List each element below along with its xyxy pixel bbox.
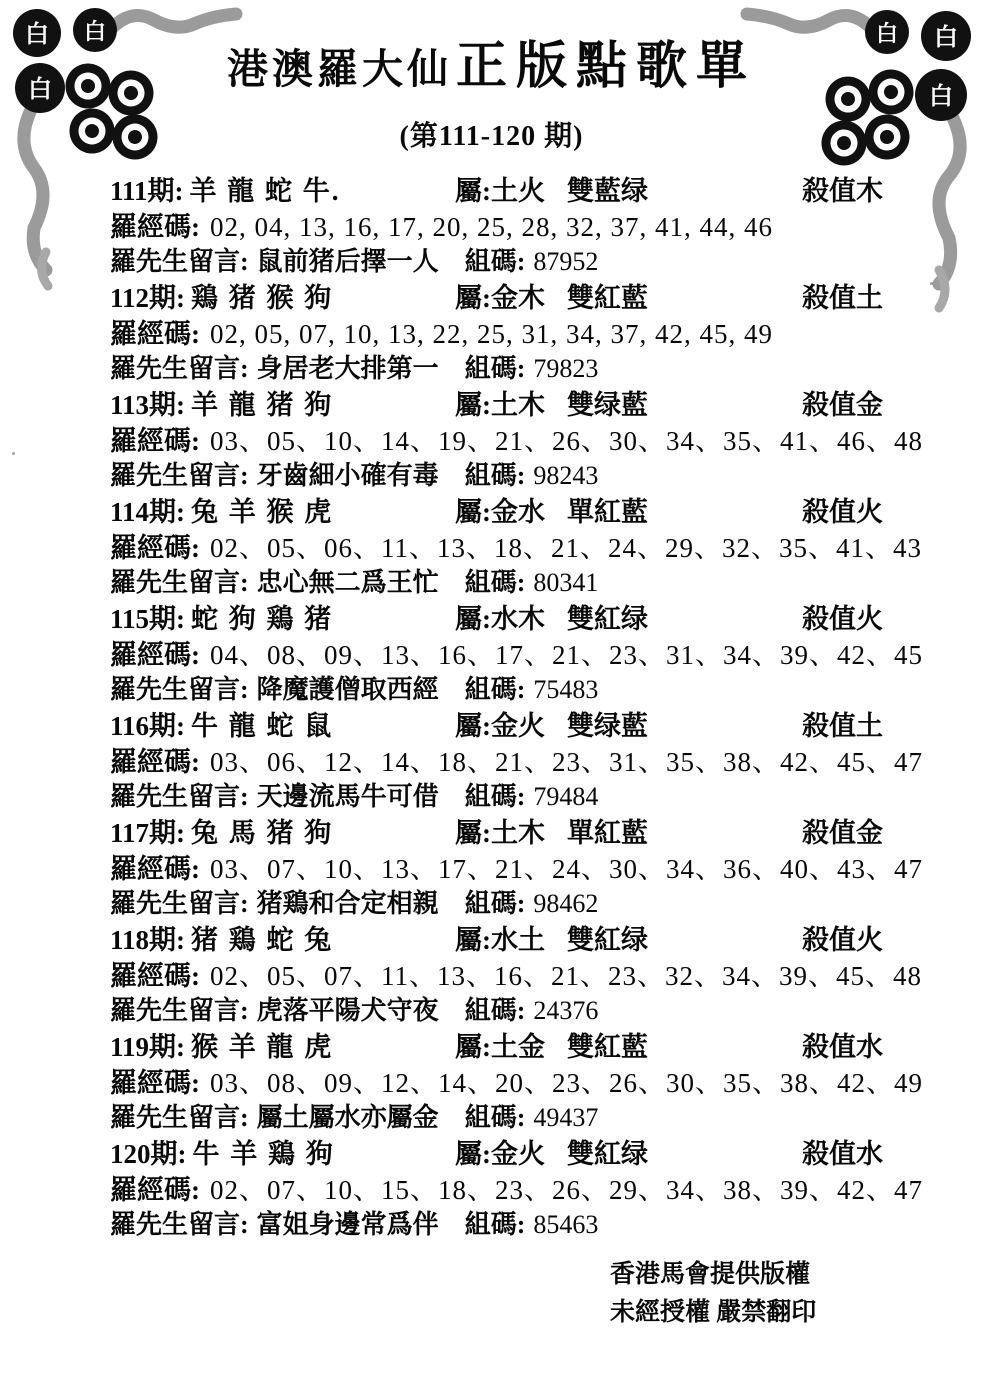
group-code-label: 組碼: xyxy=(464,675,526,704)
issue-element: 屬:水木 xyxy=(455,604,545,634)
issue-kill-value: 殺值火 xyxy=(802,497,883,527)
codes-row xyxy=(110,1066,923,1101)
title-main: 正版點歌單 xyxy=(455,39,756,95)
issue-entry-116 xyxy=(110,707,923,814)
message-row xyxy=(110,245,883,279)
issue-number: 117期: xyxy=(110,818,186,848)
issue-colors: 雙紅绿 xyxy=(567,604,648,634)
issue-entry-119 xyxy=(110,1028,923,1135)
luo-code-numbers: 02, 05, 07, 10, 13, 22, 25, 31, 34, 37, 42, 45, 49 xyxy=(210,319,773,349)
group-code-value: 75483 xyxy=(533,675,599,704)
luo-code-numbers: 03、06、12、14、18、21、23、31、35、38、42、45、47 xyxy=(210,747,923,777)
luo-code-numbers: 02、05、06、11、13、18、21、24、29、32、35、41、43 xyxy=(210,533,922,563)
issue-kill-value: 殺值火 xyxy=(802,925,883,955)
issue-element: 屬:水土 xyxy=(455,925,545,955)
issue-kill-value: 殺值木 xyxy=(802,176,883,206)
message-row xyxy=(110,352,883,386)
issue-row xyxy=(110,386,883,424)
issue-animals: 兔 羊 猴 虎 xyxy=(191,497,334,527)
message-label: 羅先生留言: xyxy=(110,354,249,383)
issue-entry-111 xyxy=(110,172,883,279)
codes-row xyxy=(110,210,883,245)
coin-glyph: 白 xyxy=(875,21,899,46)
group-code-value: 80341 xyxy=(533,568,599,597)
page-title xyxy=(0,24,983,98)
issue-row xyxy=(110,707,883,745)
issue-entry-120 xyxy=(110,1135,923,1242)
issue-colors: 雙紅绿 xyxy=(567,925,648,955)
group-code-label: 組碼: xyxy=(464,354,526,383)
message-label: 羅先生留言: xyxy=(110,782,249,811)
issue-number: 118期: xyxy=(110,925,186,955)
issue-range-subtitle: (第111-120 期) xyxy=(399,121,584,152)
group-code-value: 85463 xyxy=(533,1210,599,1239)
message-text: 身居老大排第一 xyxy=(256,354,439,383)
message-text: 富姐身邊常爲伴 xyxy=(256,1210,439,1239)
issue-row xyxy=(110,600,883,638)
message-label: 羅先生留言: xyxy=(110,568,249,597)
message-text: 天邊流馬牛可借 xyxy=(256,782,439,811)
issue-element: 屬:金火 xyxy=(455,1139,545,1169)
group-code-value: 79823 xyxy=(533,354,599,383)
luo-code-label: 羅經碼: xyxy=(110,1175,200,1205)
issue-animals: 羊 龍 蛇 牛. xyxy=(189,176,341,206)
luo-code-label: 羅經碼: xyxy=(110,426,200,456)
group-code-label: 組碼: xyxy=(464,996,526,1025)
group-code-label: 組碼: xyxy=(464,889,526,918)
group-code-label: 組碼: xyxy=(464,1103,526,1132)
message-text: 鼠前猪后擇一人 xyxy=(256,247,439,276)
issue-kill-value: 殺值火 xyxy=(802,604,883,634)
luo-code-numbers: 02、05、07、11、13、16、21、23、32、34、39、45、48 xyxy=(210,961,922,991)
group-code-value: 87952 xyxy=(533,247,599,276)
coin-glyph: 白 xyxy=(25,22,49,48)
issue-row xyxy=(110,1028,883,1066)
issue-row xyxy=(110,814,883,852)
issue-entry-117 xyxy=(110,814,923,921)
issue-kill-value: 殺值土 xyxy=(802,283,883,313)
issue-element: 屬:土木 xyxy=(455,390,545,420)
message-label: 羅先生留言: xyxy=(110,889,249,918)
message-label: 羅先生留言: xyxy=(110,247,249,276)
message-label: 羅先生留言: xyxy=(110,996,249,1025)
codes-row xyxy=(110,852,923,887)
issue-kill-value: 殺值金 xyxy=(802,818,883,848)
issue-colors: 雙紅绿 xyxy=(567,1139,648,1169)
codes-row xyxy=(110,638,923,673)
issue-colors: 雙紅藍 xyxy=(567,1032,648,1062)
luo-code-numbers: 04、08、09、13、16、17、21、23、31、34、39、42、45 xyxy=(210,640,923,670)
issue-row xyxy=(110,279,883,317)
group-code-label: 組碼: xyxy=(464,568,526,597)
group-code-value: 98243 xyxy=(533,461,599,490)
issue-animals: 兔 馬 猪 狗 xyxy=(191,818,334,848)
message-text: 牙齒細小確有毒 xyxy=(256,461,439,490)
issue-element: 屬:金水 xyxy=(455,497,545,527)
issue-number: 115期: xyxy=(110,604,186,634)
message-text: 虎落平陽犬守夜 xyxy=(256,996,439,1025)
message-row xyxy=(110,994,883,1028)
coin-glyph: 白 xyxy=(83,19,107,44)
issue-entry-113 xyxy=(110,386,923,493)
message-text: 屬土屬水亦屬金 xyxy=(256,1103,439,1132)
luo-code-label: 羅經碼: xyxy=(110,1068,200,1098)
issue-kill-value: 殺值水 xyxy=(802,1139,883,1169)
luo-code-label: 羅經碼: xyxy=(110,640,200,670)
issue-kill-value: 殺值土 xyxy=(802,711,883,741)
issue-element: 屬:土金 xyxy=(455,1032,545,1062)
issue-row xyxy=(110,921,883,959)
issue-colors: 雙绿藍 xyxy=(567,711,648,741)
issue-animals: 蛇 狗 鶏 猪 xyxy=(191,604,334,634)
codes-row xyxy=(110,317,883,352)
codes-row xyxy=(110,424,923,459)
message-label: 羅先生留言: xyxy=(110,1210,249,1239)
issue-element: 屬:金火 xyxy=(455,711,545,741)
issue-entries-list xyxy=(0,172,983,1242)
luo-code-label: 羅經碼: xyxy=(110,747,200,777)
issue-element: 屬:土木 xyxy=(455,818,545,848)
no-reprint-line: 未經授權 嚴禁翻印 xyxy=(610,1299,817,1326)
issue-number: 114期: xyxy=(110,497,186,527)
group-code-label: 組碼: xyxy=(464,247,526,276)
coin-glyph: 白 xyxy=(934,25,958,51)
issue-row xyxy=(110,1135,883,1173)
message-row xyxy=(110,673,883,707)
issue-animals: 羊 龍 猪 狗 xyxy=(191,390,334,420)
message-row xyxy=(110,780,883,814)
message-row xyxy=(110,459,883,493)
issue-row xyxy=(110,172,883,210)
issue-number: 113期: xyxy=(110,390,186,420)
issue-entry-118 xyxy=(110,921,922,1028)
document-header xyxy=(0,0,983,154)
group-code-value: 79484 xyxy=(533,782,599,811)
luo-code-numbers: 02、07、10、15、18、23、26、29、34、38、39、42、47 xyxy=(210,1175,923,1205)
codes-row xyxy=(110,531,922,566)
copyright-line: 香港馬會提供版權 xyxy=(610,1261,811,1288)
issue-animals: 猴 羊 龍 虎 xyxy=(191,1032,334,1062)
issue-animals: 牛 龍 蛇 鼠 xyxy=(191,711,334,741)
copyright-footer xyxy=(0,1256,983,1332)
issue-colors: 雙绿藍 xyxy=(567,390,648,420)
luo-code-label: 羅經碼: xyxy=(110,961,200,991)
issue-colors: 雙藍绿 xyxy=(567,176,648,206)
issue-colors: 單紅藍 xyxy=(567,818,648,848)
issue-animals: 牛 羊 鶏 狗 xyxy=(192,1139,335,1169)
message-text: 猪鶏和合定相親 xyxy=(256,889,439,918)
message-text: 忠心無二爲王忙 xyxy=(256,568,439,597)
issue-element: 屬:金木 xyxy=(455,283,545,313)
coin-glyph: 白 xyxy=(929,84,953,110)
codes-row xyxy=(110,959,922,994)
issue-number: 111期: xyxy=(110,176,184,206)
message-row xyxy=(110,1101,883,1135)
message-row xyxy=(110,1208,883,1242)
group-code-value: 24376 xyxy=(533,996,599,1025)
issue-entry-112 xyxy=(110,279,883,386)
luo-code-label: 羅經碼: xyxy=(110,319,200,349)
message-label: 羅先生留言: xyxy=(110,461,249,490)
codes-row xyxy=(110,745,923,780)
issue-number: 116期: xyxy=(110,711,186,741)
luo-code-numbers: 03、05、10、14、19、21、26、30、34、35、41、46、48 xyxy=(210,426,923,456)
group-code-value: 49437 xyxy=(533,1103,599,1132)
issue-kill-value: 殺值金 xyxy=(802,390,883,420)
group-code-label: 組碼: xyxy=(464,782,526,811)
luo-code-numbers: 03、07、10、13、17、21、24、30、34、36、40、43、47 xyxy=(210,854,923,884)
message-label: 羅先生留言: xyxy=(110,675,249,704)
issue-colors: 雙紅藍 xyxy=(567,283,648,313)
issue-entry-115 xyxy=(110,600,923,707)
issue-kill-value: 殺值水 xyxy=(802,1032,883,1062)
group-code-value: 98462 xyxy=(533,889,599,918)
luo-code-label: 羅經碼: xyxy=(110,854,200,884)
message-label: 羅先生留言: xyxy=(110,1103,249,1132)
issue-number: 119期: xyxy=(110,1032,186,1062)
group-code-label: 組碼: xyxy=(464,1210,526,1239)
message-row xyxy=(110,566,883,600)
luo-code-numbers: 02, 04, 13, 16, 17, 20, 25, 28, 32, 37, 41, 44, 46 xyxy=(210,212,773,242)
title-prefix: 港澳羅大仙 xyxy=(226,46,452,92)
issue-element: 屬:土火 xyxy=(455,176,545,206)
issue-colors: 單紅藍 xyxy=(567,497,648,527)
issue-animals: 猪 鶏 蛇 兔 xyxy=(191,925,334,955)
group-code-label: 組碼: xyxy=(464,461,526,490)
codes-row xyxy=(110,1173,923,1208)
issue-row xyxy=(110,493,883,531)
message-row xyxy=(110,887,883,921)
luo-code-label: 羅經碼: xyxy=(110,212,200,242)
issue-animals: 鶏 猪 猴 狗 xyxy=(191,283,334,313)
message-text: 降魔護僧取西經 xyxy=(256,675,439,704)
luo-code-numbers: 03、08、09、12、14、20、23、26、30、35、38、42、49 xyxy=(210,1068,923,1098)
issue-number: 112期: xyxy=(110,283,186,313)
issue-entry-114 xyxy=(110,493,922,600)
issue-number: 120期: xyxy=(110,1139,187,1169)
coin-glyph: 白 xyxy=(28,77,52,103)
luo-code-label: 羅經碼: xyxy=(110,533,200,563)
